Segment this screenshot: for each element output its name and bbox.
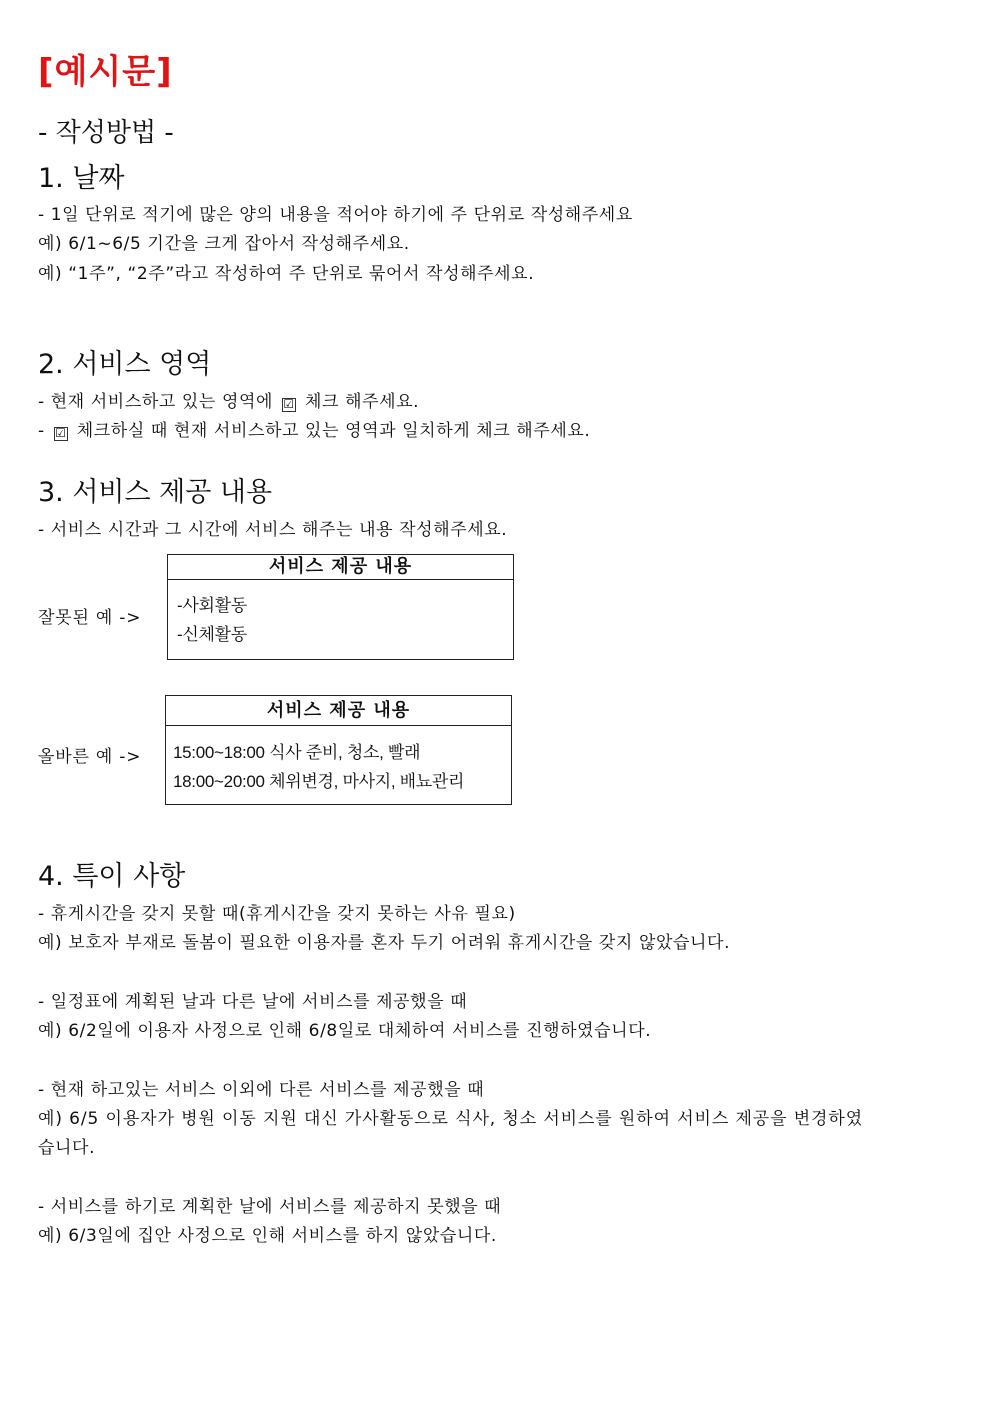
date-line-1: - 1일 단위로 적기에 많은 양의 내용을 적어야 하기에 주 단위로 작성해주세요 [38, 205, 633, 225]
special-block-4-condition: - 서비스를 하기로 계획한 날에 서비스를 제공하지 못했을 때 [38, 1197, 502, 1217]
service-area-line-1-end: 체크 해주세요. [305, 392, 420, 412]
wrong-table-row: -신체활동 [177, 625, 247, 644]
section-service-area-heading: 2. 서비스 영역 [38, 349, 212, 380]
special-block-2-example: 예) 6/2일에 이용자 사정으로 인해 6/8일로 대체하여 서비스를 진행하였습니다. [38, 1021, 652, 1041]
how-to-heading: - 작성방법 - [38, 118, 174, 148]
special-block-4-example: 예) 6/3일에 집안 사정으로 인해 서비스를 하지 않았습니다. [38, 1226, 497, 1246]
special-block-3-condition: - 현재 하고있는 서비스 이외에 다른 서비스를 제공했을 때 [38, 1080, 485, 1100]
page-title: [예시문] [38, 52, 173, 92]
date-line-2: 예) 6/1~6/5 기간을 크게 잡아서 작성해주세요. [38, 234, 410, 254]
service-area-line-1 [38, 387, 419, 412]
special-block-1-condition: - 휴게시간을 갖지 못할 때(휴게시간을 갖지 못하는 사유 필요) [38, 904, 516, 924]
service-area-line-2-start: - [38, 421, 45, 441]
service-area-line-2-end: 체크하실 때 현재 서비스하고 있는 영역과 일치하게 체크 해주세요. [76, 421, 591, 441]
right-table-header: 서비스 제공 내용 [166, 696, 511, 726]
right-example-table [165, 695, 512, 805]
service-content-line: - 서비스 시간과 그 시간에 서비스 해주는 내용 작성해주세요. [38, 520, 508, 540]
service-area-line-1-start: - 현재 서비스하고 있는 영역에 [38, 392, 274, 412]
wrong-table-row: -사회활동 [177, 596, 247, 615]
checkbox-checked-icon: ☑ [55, 426, 67, 440]
right-table-row: 18:00~20:00 체위변경, 마사지, 배뇨관리 [173, 772, 465, 791]
section-service-content-heading: 3. 서비스 제공 내용 [38, 477, 273, 508]
right-table-row: 15:00~18:00 식사 준비, 청소, 빨래 [173, 743, 421, 762]
section-date-heading: 1. 날짜 [38, 163, 125, 194]
wrong-table-header: 서비스 제공 내용 [168, 555, 513, 580]
wrong-example-table [167, 554, 514, 660]
special-block-1-example: 예) 보호자 부재로 돌봄이 필요한 이용자를 혼자 두기 어려워 휴게시간을 갖지 않았습니다. [38, 933, 731, 953]
special-block-3-example: 예) 6/5 이용자가 병원 이동 지원 대신 가사활동으로 식사, 청소 서비스를 원하여 서비스 제공을 변경하였 [38, 1109, 864, 1129]
date-line-3: 예) “1주”, “2주”라고 작성하여 주 단위로 묶어서 작성해주세요. [38, 264, 535, 284]
service-area-line-2 [38, 416, 590, 441]
wrong-example-label: 잘못된 예 -> [38, 608, 142, 628]
checkbox-checked-icon: ☑ [283, 397, 295, 411]
special-block-3-example-cont: 습니다. [38, 1138, 96, 1158]
section-special-heading: 4. 특이 사항 [38, 861, 186, 892]
right-example-label: 올바른 예 -> [38, 747, 142, 767]
special-block-2-condition: - 일정표에 계획된 날과 다른 날에 서비스를 제공했을 때 [38, 992, 468, 1012]
